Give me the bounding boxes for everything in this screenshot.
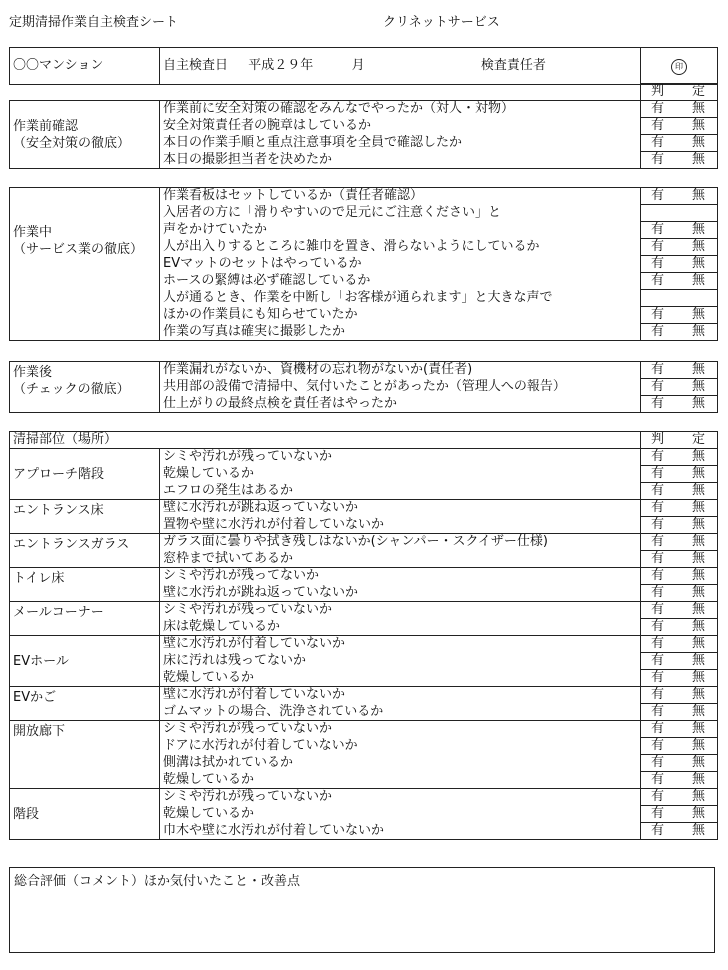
verdict-toggle[interactable]: 有 無 xyxy=(641,118,718,135)
checklist-item: 壁に水汚れが付着していないか xyxy=(160,636,641,653)
checklist-item: 壁に水汚れが跳ね返っていないか xyxy=(160,585,641,602)
verdict-toggle[interactable]: 有 無 xyxy=(641,823,718,840)
verdict-blank xyxy=(641,290,718,307)
place-name: エントランス床 xyxy=(10,500,160,534)
section-during-work: 作業中 （サービス業の徹底） xyxy=(10,188,160,341)
verdict-toggle[interactable]: 有 無 xyxy=(641,152,718,169)
verdict-toggle[interactable]: 有 無 xyxy=(641,324,718,341)
place-name: EVホール xyxy=(10,636,160,687)
checklist-item: 乾燥しているか xyxy=(160,670,641,687)
verdict-toggle[interactable]: 有 無 xyxy=(641,362,718,379)
verdict-header: 判 定 xyxy=(641,432,718,449)
verdict-toggle[interactable]: 有 無 xyxy=(641,568,718,585)
company-name: クリネットサービス xyxy=(383,15,500,30)
stamp-cell[interactable] xyxy=(641,48,718,85)
checklist-item: シミや汚れが残っていないか xyxy=(160,721,641,738)
document-title: 定期清掃作業自主検査シート xyxy=(9,15,179,30)
checklist-item: 置物や壁に水汚れが付着していないか xyxy=(160,517,641,534)
checklist-item: EVマットのセットはやっているか xyxy=(160,256,641,273)
verdict-toggle[interactable]: 有 無 xyxy=(641,135,718,152)
section-after-work: 作業後 （チェックの徹底） xyxy=(10,362,160,413)
verdict-toggle[interactable]: 有 無 xyxy=(641,256,718,273)
checklist-item: ほかの作業員にも知らせていたか xyxy=(160,307,641,324)
verdict-toggle[interactable]: 有 無 xyxy=(641,483,718,500)
verdict-toggle[interactable]: 有 無 xyxy=(641,239,718,256)
place-name: トイレ床 xyxy=(10,568,160,602)
verdict-toggle[interactable]: 有 無 xyxy=(641,500,718,517)
verdict-toggle[interactable]: 有 無 xyxy=(641,602,718,619)
verdict-toggle[interactable]: 有 無 xyxy=(641,789,718,806)
verdict-toggle[interactable]: 有 無 xyxy=(641,273,718,290)
verdict-toggle[interactable]: 有 無 xyxy=(641,101,718,118)
checklist-item: 人が通るとき、作業を中断し「お客様が通られます」と大きな声で xyxy=(160,290,641,307)
checklist-item: エフロの発生はあるか xyxy=(160,483,641,500)
place-name: 開放廊下 xyxy=(10,721,160,789)
section-before-work: 作業前確認 （安全対策の徹底） xyxy=(10,101,160,169)
inspection-month: 月 xyxy=(351,58,365,73)
verdict-toggle[interactable]: 有 無 xyxy=(641,222,718,239)
checklist-item: 本日の作業手順と重点注意事項を全員で確認したか xyxy=(160,135,641,152)
checklist-item: ゴムマットの場合、洗浄されているか xyxy=(160,704,641,721)
checklist-item: ガラス面に曇りや拭き残しはないか(シャンパー・スクイザー仕様) xyxy=(160,534,641,551)
during-work-table xyxy=(9,187,718,341)
place-name: EVかご xyxy=(10,687,160,721)
checklist-item: 共用部の設備で清掃中、気付いたことがあったか（管理人への報告） xyxy=(160,379,641,396)
verdict-toggle[interactable]: 有 無 xyxy=(641,551,718,568)
verdict-toggle[interactable]: 有 無 xyxy=(641,806,718,823)
verdict-toggle[interactable]: 有 無 xyxy=(641,534,718,551)
info-table xyxy=(9,47,718,85)
checklist-item: 乾燥しているか xyxy=(160,806,641,823)
checklist-item: 安全対策責任者の腕章はしているか xyxy=(160,118,641,135)
verdict-toggle[interactable]: 有 無 xyxy=(641,772,718,789)
verdict-toggle[interactable]: 有 無 xyxy=(641,188,718,205)
verdict-toggle[interactable]: 有 無 xyxy=(641,687,718,704)
cleaning-places-table xyxy=(9,431,718,840)
checklist-item: 作業漏れがないか、資機材の忘れ物がないか(責任者) xyxy=(160,362,641,379)
verdict-toggle[interactable]: 有 無 xyxy=(641,396,718,413)
checklist-item: 壁に水汚れが跳ね返っていないか xyxy=(160,500,641,517)
verdict-toggle[interactable]: 有 無 xyxy=(641,670,718,687)
place-name: メールコーナー xyxy=(10,602,160,636)
inspection-date-label: 自主検査日 xyxy=(163,58,229,73)
checklist-item: 乾燥しているか xyxy=(160,772,641,789)
verdict-toggle[interactable]: 有 無 xyxy=(641,619,718,636)
checklist-item: 乾燥しているか xyxy=(160,466,641,483)
verdict-toggle[interactable]: 有 無 xyxy=(641,379,718,396)
places-header: 清掃部位（場所） xyxy=(10,432,641,449)
checklist-item: 作業の写真は確実に撮影したか xyxy=(160,324,641,341)
inspector-label: 検査責任者 xyxy=(480,58,546,73)
place-name: エントランスガラス xyxy=(10,534,160,568)
place-name: 階段 xyxy=(10,789,160,840)
verdict-toggle[interactable]: 有 無 xyxy=(641,704,718,721)
checklist-item: シミや汚れが残っていないか xyxy=(160,449,641,466)
verdict-toggle[interactable]: 有 無 xyxy=(641,738,718,755)
checklist-item: 声をかけていたか xyxy=(160,222,641,239)
checklist-item: 入居者の方に「滑りやすいので足元にご注意ください」と xyxy=(160,205,641,222)
comment-box[interactable] xyxy=(9,867,715,953)
verdict-toggle[interactable]: 有 無 xyxy=(641,466,718,483)
seal-icon: 印 xyxy=(671,59,687,75)
verdict-toggle[interactable]: 有 無 xyxy=(641,449,718,466)
inspection-date-cell[interactable] xyxy=(160,48,641,85)
verdict-toggle[interactable]: 有 無 xyxy=(641,721,718,738)
verdict-blank xyxy=(641,205,718,222)
after-work-table xyxy=(9,361,718,413)
checklist-item: ドアに水汚れが付着していないか xyxy=(160,738,641,755)
verdict-toggle[interactable]: 有 無 xyxy=(641,755,718,772)
checklist-item: 壁に水汚れが付着していないか xyxy=(160,687,641,704)
inspection-era: 平成２９年 xyxy=(248,58,314,73)
checklist-item: ホースの緊縛は必ず確認しているか xyxy=(160,273,641,290)
verdict-toggle[interactable]: 有 無 xyxy=(641,636,718,653)
checklist-item: 側溝は拭かれているか xyxy=(160,755,641,772)
checklist-item: シミや汚れが残っていないか xyxy=(160,602,641,619)
checklist-item: 作業看板はセットしているか（責任者確認） xyxy=(160,188,641,205)
checklist-item: シミや汚れが残っていないか xyxy=(160,789,641,806)
checklist-item: 本日の撮影担当者を決めたか xyxy=(160,152,641,169)
checklist-item: 窓枠まで拭いてあるか xyxy=(160,551,641,568)
verdict-header: 判 定 xyxy=(641,84,718,101)
verdict-toggle[interactable]: 有 無 xyxy=(641,517,718,534)
before-work-table xyxy=(9,83,718,169)
place-name: アプローチ階段 xyxy=(10,449,160,500)
verdict-toggle[interactable]: 有 無 xyxy=(641,307,718,324)
checklist-item: 床に汚れは残ってないか xyxy=(160,653,641,670)
checklist-item: 床は乾燥しているか xyxy=(160,619,641,636)
building-name[interactable]: 〇〇マンション xyxy=(10,48,160,85)
verdict-toggle[interactable]: 有 無 xyxy=(641,585,718,602)
checklist-item: シミや汚れが残ってないか xyxy=(160,568,641,585)
verdict-toggle[interactable]: 有 無 xyxy=(641,653,718,670)
checklist-item: 人が出入りするところに雑巾を置き、滑らないようにしているか xyxy=(160,239,641,256)
checklist-item: 仕上がりの最終点検を責任者はやったか xyxy=(160,396,641,413)
comment-label: 総合評価（コメント）ほか気付いたこと・改善点 xyxy=(14,874,301,889)
checklist-item: 巾木や壁に水汚れが付着していないか xyxy=(160,823,641,840)
checklist-item: 作業前に安全対策の確認をみんなでやったか（対人・対物） xyxy=(160,101,641,118)
